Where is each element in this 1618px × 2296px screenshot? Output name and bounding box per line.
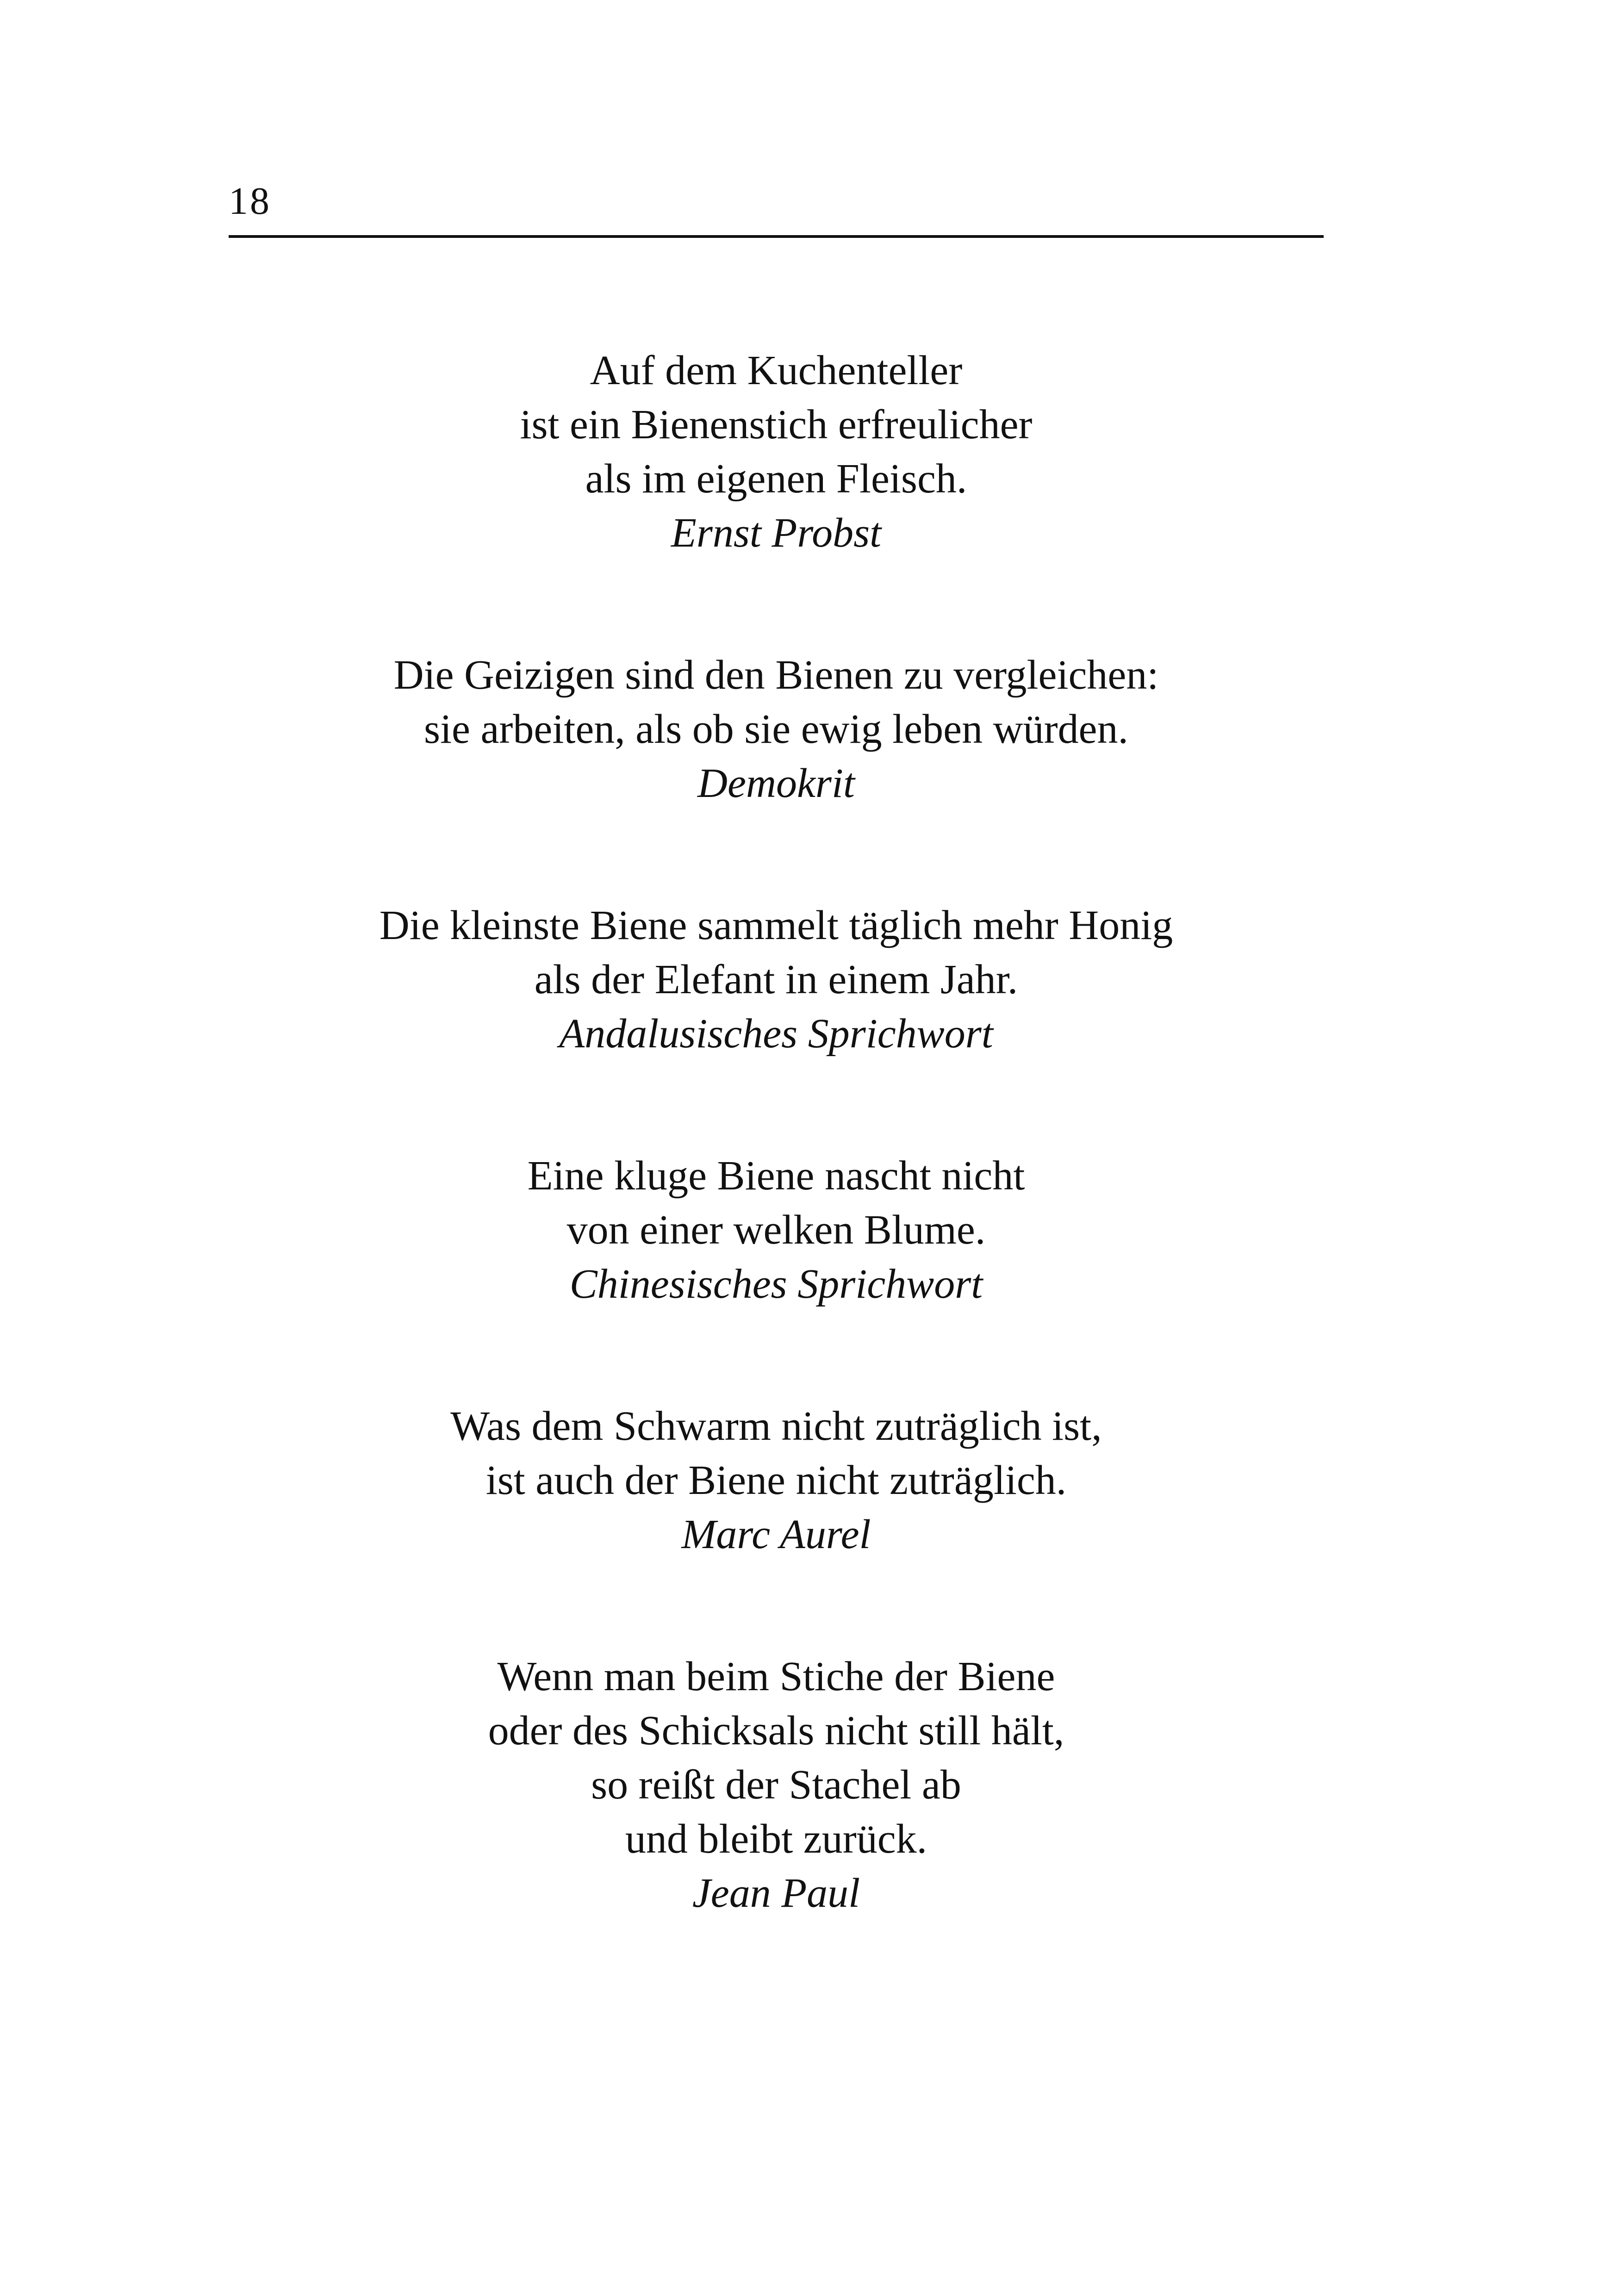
quote-line: als im eigenen Fleisch.	[585, 456, 967, 502]
quote-line: Wenn man beim Stiche der Biene	[497, 1654, 1055, 1699]
quote-line: Die Geizigen sind den Bienen zu vergleichen:	[393, 652, 1159, 698]
header-rule	[229, 235, 1324, 238]
quote-4	[229, 1149, 1324, 1311]
quote-author: Chinesisches Sprichwort	[569, 1261, 983, 1307]
quote-author: Jean Paul	[692, 1870, 860, 1916]
quote-line: ist auch der Biene nicht zuträglich.	[485, 1457, 1067, 1503]
quote-author: Andalusisches Sprichwort	[559, 1011, 993, 1057]
quote-line: und bleibt zurück.	[625, 1816, 927, 1862]
quote-line: Die kleinste Biene sammelt täglich mehr Honig	[379, 902, 1173, 948]
quote-line: Eine kluge Biene nascht nicht	[527, 1153, 1025, 1199]
quote-author: Ernst Probst	[671, 510, 882, 556]
quote-line: von einer welken Blume.	[566, 1207, 986, 1253]
quote-2	[229, 648, 1324, 810]
quote-author: Demokrit	[697, 760, 855, 806]
quote-3	[229, 898, 1324, 1061]
quote-6	[229, 1649, 1324, 1920]
quote-line: oder des Schicksals nicht still hält,	[488, 1708, 1064, 1754]
quote-list	[229, 343, 1324, 1920]
quote-line: Auf dem Kuchenteller	[590, 348, 963, 393]
page-number: 18	[229, 180, 271, 223]
quote-line: so reißt der Stachel ab	[591, 1762, 961, 1808]
quote-author: Marc Aurel	[681, 1512, 871, 1557]
quote-line: ist ein Bienenstich erfreulicher	[520, 402, 1033, 448]
quote-line: sie arbeiten, als ob sie ewig leben würden.	[423, 706, 1128, 752]
quote-5	[229, 1399, 1324, 1562]
quote-1	[229, 343, 1324, 560]
quote-line: als der Elefant in einem Jahr.	[534, 957, 1018, 1002]
quote-line: Was dem Schwarm nicht zuträglich ist,	[450, 1403, 1102, 1449]
